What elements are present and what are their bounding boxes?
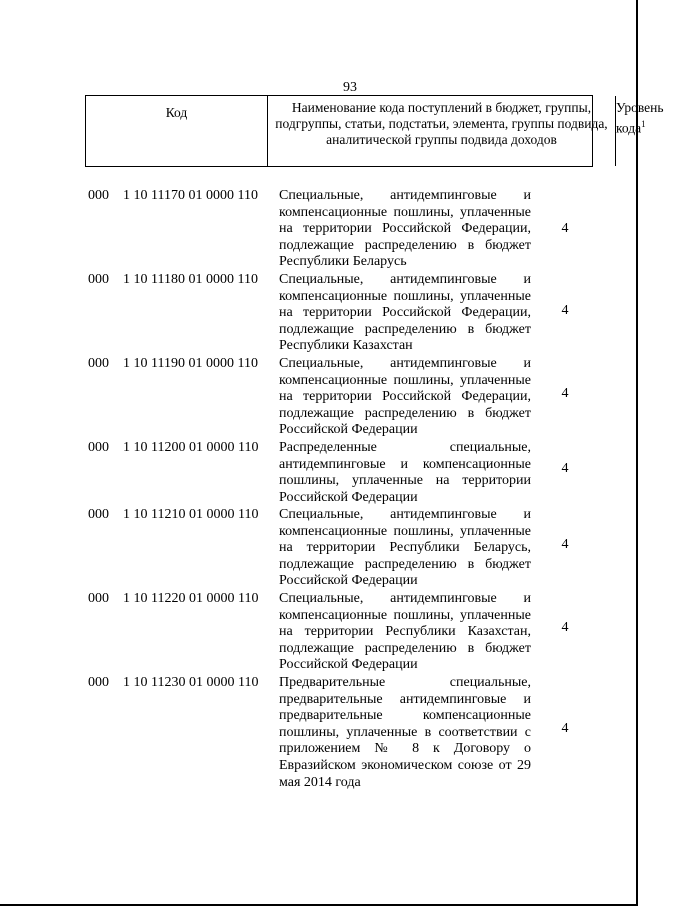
- row-admin: 000: [88, 591, 109, 606]
- row-admin: 000: [88, 507, 109, 522]
- row-name: Специальные, антидемпинговые и компенсационные пошлины, уплаченные на территории Российской Федерации, подлежащие распределению в бюджет Республики Казахстан: [279, 272, 531, 354]
- row-code: [88, 188, 258, 205]
- row-admin: 000: [88, 188, 109, 203]
- row-code: [88, 591, 258, 608]
- header-name: Наименование кода поступлений в бюджет, группы, подгруппы, статьи, подстатьи, элемента, группы подвида, аналитической группы подвида доходов: [268, 96, 616, 166]
- table-header: [85, 95, 664, 167]
- row-admin: 000: [88, 272, 109, 287]
- row-name: Специальные, антидемпинговые и компенсационные пошлины, уплаченные на территории Российской Федерации, подлежащие распределению в бюджет Республики Беларусь: [279, 188, 531, 270]
- row-level: 4: [561, 461, 569, 476]
- row-name: Предварительные специальные, предварительные антидемпинговые и предварительные компенсационные пошлины, уплаченные в соответствии с приложением № 8 к Договору о Евразийском экономическом союзе от 29 мая 2014 года: [279, 675, 531, 790]
- row-code: [88, 440, 258, 457]
- row-name: Специальные, антидемпинговые и компенсационные пошлины, уплаченные на территории Российской Федерации, подлежащие распределению в бюджет Российской Федерации: [279, 356, 531, 438]
- header-code: Код: [86, 96, 268, 166]
- row-admin: 000: [88, 356, 109, 371]
- row-kbk: 1 10 11190 01 0000 110: [123, 356, 258, 371]
- page-number: 93: [343, 80, 357, 95]
- row-code: [88, 272, 258, 289]
- row-level: 4: [561, 303, 569, 318]
- header-level-footnote: 1: [641, 119, 646, 129]
- row-kbk: 1 10 11170 01 0000 110: [123, 188, 258, 203]
- row-code: [88, 507, 258, 524]
- row-level: 4: [561, 221, 569, 236]
- row-name: Специальные, антидемпинговые и компенсационные пошлины, уплаченные на территории Республики Казахстан, подлежащие распределению в бюджет Российской Федерации: [279, 591, 531, 673]
- row-kbk: 1 10 11180 01 0000 110: [123, 272, 258, 287]
- row-name: Распределенные специальные, антидемпинговые и компенсационные пошлины, уплаченные на территории Российской Федерации: [279, 440, 531, 505]
- row-level: 4: [561, 537, 569, 552]
- row-code: [88, 675, 258, 692]
- row-kbk: 1 10 11230 01 0000 110: [123, 675, 259, 690]
- row-kbk: 1 10 11210 01 0000 110: [123, 507, 259, 522]
- row-kbk: 1 10 11220 01 0000 110: [123, 591, 259, 606]
- row-admin: 000: [88, 440, 109, 455]
- row-code: [88, 356, 258, 373]
- header-level-label: Уровень кода: [616, 100, 664, 136]
- row-admin: 000: [88, 675, 109, 690]
- row-level: 4: [561, 386, 569, 401]
- row-level: 4: [561, 620, 569, 635]
- row-name: Специальные, антидемпинговые и компенсационные пошлины, уплаченные на территории Республики Беларусь, подлежащие распределению в бюджет Российской Федерации: [279, 507, 531, 589]
- row-kbk: 1 10 11200 01 0000 110: [123, 440, 259, 455]
- row-level: 4: [561, 721, 569, 736]
